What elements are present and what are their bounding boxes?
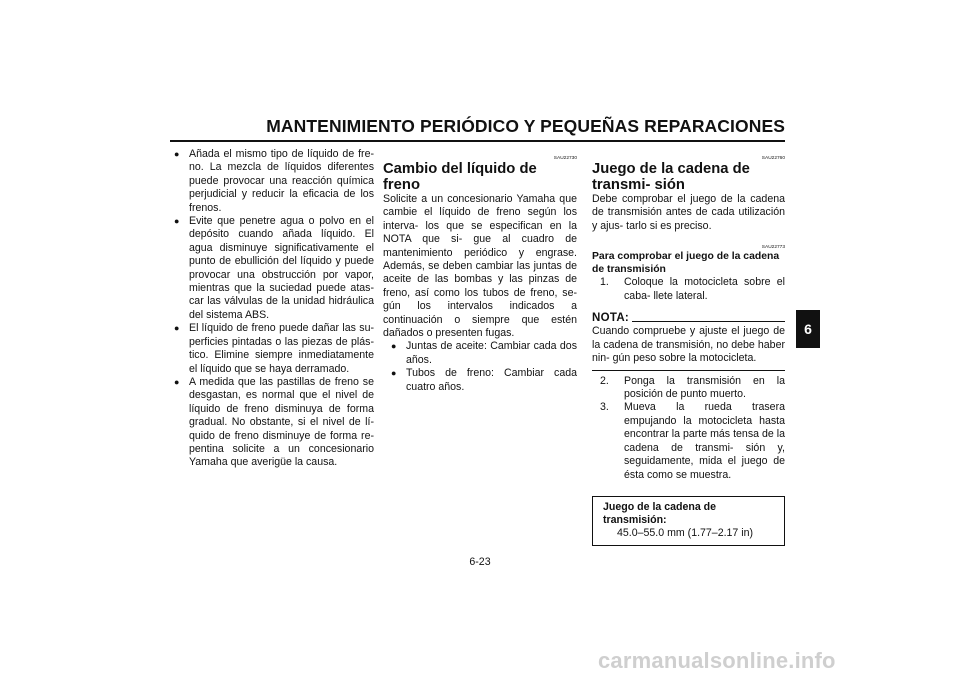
section-body: Solicite a un concesionario Yamaha que cambie el líquido de freno según los interva- los que se especifican en la NOTA que si- gue al cuadro de mantenimiento periódico y engrase. Además, se deben cambiar las juntas de aceite de las bombas y las pinzas de freno, así como los tubos de freno, se- gún los intervalos indicados a continuación o siempre que estén dañados o presenten fugas. xyxy=(383,193,577,340)
spec-label: Juego de la cadena de transmisión: xyxy=(603,500,717,526)
page-number: 6-23 xyxy=(469,556,491,568)
chapter-tab: 6 xyxy=(796,310,820,348)
note-header xyxy=(592,312,785,325)
note-end-rule xyxy=(592,370,785,371)
step-text: Ponga la transmisión en la posición de punto muerto. xyxy=(624,374,785,401)
watermark: carmanualsonline.info xyxy=(598,648,836,673)
bullet-item: ● Añada el mismo tipo de líquido de fre- no. La mezcla de líquidos diferentes puede provocar una reacción química perjudicial y reducir la eficacia de los frenos. xyxy=(174,148,374,215)
note-rule xyxy=(632,321,785,322)
section-code: SAU22730 xyxy=(553,156,577,161)
step-1 xyxy=(600,276,785,303)
column-left xyxy=(174,148,374,470)
note-label: NOTA: xyxy=(592,312,630,325)
step-number: 2. xyxy=(600,374,609,387)
section-heading: Cambio del líquido de freno xyxy=(383,161,537,193)
section-code: SAU22760 xyxy=(761,156,785,161)
step-text: Mueva la rueda trasera empujando la motocicleta hasta encontrar la parte más tensa de la cadena de transmi- sión y, seguidamente, mida el juego de ésta como se muestra. xyxy=(624,401,785,481)
bullet-item: ● Evite que penetre agua o polvo en el depósito cuando añada líquido. El agua disminuye significativamente el punto de ebullición del líquido y puede provocar una obstrucción por vapor, mientras que la suciedad puede atas- car las válvulas de la unidad hidráulica del sistema ABS. xyxy=(174,215,374,322)
bullet-item: ● El líquido de freno puede dañar las su- perficies pintadas o las piezas de plás- tico. Elimine siempre inmediatamente el líquido que se haya derramado. xyxy=(174,322,374,376)
page-title: MANTENIMIENTO PERIÓDICO Y PEQUEÑAS REPARACIONES xyxy=(266,116,785,136)
column-right xyxy=(592,148,785,546)
spec-value: 45.0–55.0 mm (1.77–2.17 in) xyxy=(617,526,754,539)
bullet-item: ● Juntas de aceite: Cambiar cada dos años. xyxy=(391,340,577,367)
bullet-item: ● A medida que las pastillas de freno se desgastan, es normal que el nivel de líquido de freno disminuya de forma gradual. No obstante, si el nivel de lí- quido de freno disminuye de forma re- pentina solicite a un concesionario Yamaha que averigüe la causa. xyxy=(174,376,374,470)
title-rule xyxy=(170,140,785,142)
step-text: Coloque la motocicleta sobre el caba- llete lateral. xyxy=(624,276,785,302)
step-number: 3. xyxy=(600,401,609,414)
bullet-item: ● Tubos de freno: Cambiar cada cuatro años. xyxy=(391,367,577,394)
section-intro: Debe comprobar el juego de la cadena de transmisión antes de cada utilización y ajus- tarlo si es preciso. xyxy=(592,193,785,232)
step-3 xyxy=(600,401,785,481)
step-number: 1. xyxy=(600,276,609,289)
subsection-heading: Para comprobar el juego de la cadena de transmisión xyxy=(592,251,780,275)
spec-box xyxy=(592,496,785,546)
note-text: Cuando compruebe y ajuste el juego de la cadena de transmisión, no debe haber nin- gún peso sobre la motocicleta. xyxy=(592,325,785,365)
step-2 xyxy=(600,375,785,402)
column-middle xyxy=(383,148,577,394)
section-heading: Juego de la cadena de transmi- sión xyxy=(592,161,750,193)
subsection-code: SAU22773 xyxy=(761,245,785,251)
